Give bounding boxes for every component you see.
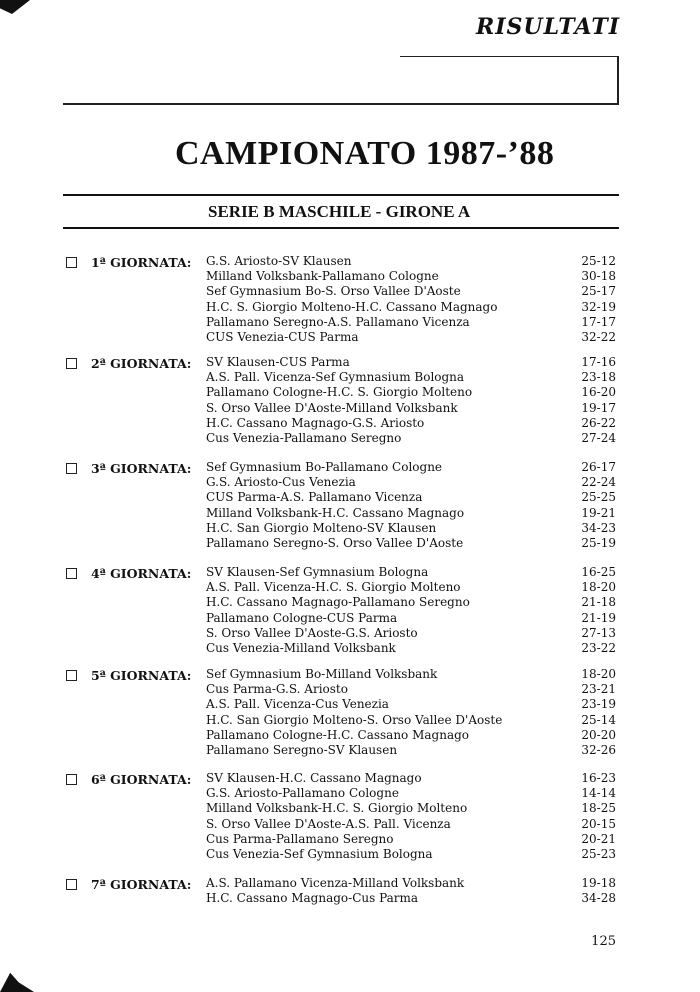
match-row xyxy=(206,401,616,416)
match-teams: H.C. S. Giorgio Molteno-H.C. Cassano Magnago xyxy=(206,299,498,314)
match-teams: H.C. Cassano Magnago-G.S. Ariosto xyxy=(206,415,425,430)
round-header xyxy=(66,668,191,683)
round-label: 1ª GIORNATA: xyxy=(91,255,192,270)
match-teams: Pallamano Seregno-S. Orso Vallee D'Aoste xyxy=(206,536,464,550)
match-score: 17-16 xyxy=(581,355,616,369)
match-row xyxy=(206,713,616,728)
divider xyxy=(63,194,619,196)
match-teams: SV Klausen-CUS Parma xyxy=(206,355,350,369)
match-score: 18-20 xyxy=(581,667,616,681)
match-row xyxy=(206,254,616,269)
round-header xyxy=(66,461,191,476)
match-teams: CUS Parma-A.S. Pallamano Vicenza xyxy=(206,490,423,505)
match-score: 21-18 xyxy=(581,595,616,610)
corner-mark-bottom-left xyxy=(0,968,34,992)
match-row xyxy=(206,565,616,580)
match-score: 16-20 xyxy=(581,385,616,400)
header-rule xyxy=(617,56,619,105)
match-score: 34-23 xyxy=(581,520,616,535)
match-score: 18-20 xyxy=(581,580,616,595)
checkbox-icon xyxy=(66,257,77,268)
match-score: 32-19 xyxy=(581,299,616,314)
match-teams: Pallamano Cologne-CUS Parma xyxy=(206,610,398,625)
match-teams: H.C. Cassano Magnago-Cus Parma xyxy=(206,891,419,906)
match-row xyxy=(206,284,616,299)
match-row xyxy=(206,771,616,786)
round-label: 3ª GIORNATA: xyxy=(91,461,192,476)
match-row xyxy=(206,300,616,315)
round-label: 5ª GIORNATA: xyxy=(91,668,192,683)
match-row xyxy=(206,728,616,743)
match-score: 20-21 xyxy=(581,831,616,846)
match-teams: S. Orso Vallee D'Aoste-Milland Volksbank xyxy=(206,400,458,415)
page-number: 125 xyxy=(591,934,616,949)
match-teams: Milland Volksbank-Pallamano Cologne xyxy=(206,269,439,284)
match-teams: Cus Parma-G.S. Ariosto xyxy=(206,682,348,697)
match-score: 19-17 xyxy=(581,400,616,415)
match-row xyxy=(206,460,616,475)
match-row xyxy=(206,891,616,906)
match-teams: Sef Gymnasium Bo-Milland Volksbank xyxy=(206,667,438,681)
match-row xyxy=(206,626,616,641)
match-row xyxy=(206,431,616,446)
page-title: CAMPIONATO 1987-’88 xyxy=(175,135,555,172)
match-teams: Milland Volksbank-H.C. S. Giorgio Molteno xyxy=(206,801,468,816)
match-row xyxy=(206,580,616,595)
match-teams: CUS Venezia-CUS Parma xyxy=(206,330,359,344)
match-teams: S. Orso Vallee D'Aoste-A.S. Pall. Vicenza xyxy=(206,816,451,831)
match-row xyxy=(206,315,616,330)
corner-mark-top-left xyxy=(0,0,30,14)
round-label: 7ª GIORNATA: xyxy=(91,877,192,892)
match-teams: A.S. Pall. Vicenza-H.C. S. Giorgio Molteno xyxy=(206,580,461,595)
match-row xyxy=(206,667,616,682)
match-teams: Cus Parma-Pallamano Seregno xyxy=(206,831,394,846)
match-teams: G.S. Ariosto-Pallamano Cologne xyxy=(206,786,399,801)
match-score: 18-25 xyxy=(581,801,616,816)
match-teams: Cus Venezia-Milland Volksbank xyxy=(206,641,396,655)
match-teams: Milland Volksbank-H.C. Cassano Magnago xyxy=(206,505,465,520)
match-score: 25-12 xyxy=(581,254,616,268)
match-teams: Sef Gymnasium Bo-S. Orso Vallee D'Aoste xyxy=(206,284,461,299)
match-score: 19-18 xyxy=(581,876,616,890)
round-label: 6ª GIORNATA: xyxy=(91,772,192,787)
match-row xyxy=(206,385,616,400)
match-teams: A.S. Pallamano Vicenza-Milland Volksbank xyxy=(206,876,465,890)
match-score: 16-23 xyxy=(581,771,616,785)
match-teams: H.C. San Giorgio Molteno-S. Orso Vallee D'Aoste xyxy=(206,712,503,727)
checkbox-icon xyxy=(66,463,77,474)
match-teams: H.C. Cassano Magnago-Pallamano Seregno xyxy=(206,595,470,610)
match-score: 32-22 xyxy=(581,330,616,344)
match-teams: SV Klausen-H.C. Cassano Magnago xyxy=(206,771,422,785)
match-row xyxy=(206,355,616,370)
match-teams: Sef Gymnasium Bo-Pallamano Cologne xyxy=(206,460,443,474)
match-score: 25-14 xyxy=(581,712,616,727)
match-row xyxy=(206,801,616,816)
match-score: 26-22 xyxy=(581,415,616,430)
match-row xyxy=(206,521,616,536)
match-row xyxy=(206,506,616,521)
match-row xyxy=(206,269,616,284)
match-row xyxy=(206,641,616,656)
match-score: 21-19 xyxy=(581,610,616,625)
match-teams: SV Klausen-Sef Gymnasium Bologna xyxy=(206,565,429,579)
match-score: 23-22 xyxy=(581,641,616,655)
round-label: 2ª GIORNATA: xyxy=(91,356,192,371)
match-row xyxy=(206,490,616,505)
match-row xyxy=(206,595,616,610)
match-score: 25-19 xyxy=(581,536,616,550)
match-row xyxy=(206,370,616,385)
section-label: RISULTATI xyxy=(475,14,620,40)
round-header xyxy=(66,356,191,371)
match-row xyxy=(206,786,616,801)
match-teams: G.S. Ariosto-SV Klausen xyxy=(206,254,352,268)
match-teams: S. Orso Vallee D'Aoste-G.S. Ariosto xyxy=(206,625,418,640)
match-score: 19-21 xyxy=(581,505,616,520)
match-score: 20-20 xyxy=(581,727,616,742)
divider xyxy=(63,227,619,229)
page-subtitle: SERIE B MASCHILE - GIRONE A xyxy=(208,202,471,221)
match-teams: Pallamano Cologne-H.C. S. Giorgio Molteno xyxy=(206,385,473,400)
match-score: 22-24 xyxy=(581,475,616,490)
match-score: 34-28 xyxy=(581,891,616,906)
checkbox-icon xyxy=(66,358,77,369)
match-row xyxy=(206,697,616,712)
match-row xyxy=(206,611,616,626)
round-header xyxy=(66,772,191,787)
round-label: 4ª GIORNATA: xyxy=(91,566,192,581)
match-teams: H.C. San Giorgio Molteno-SV Klausen xyxy=(206,520,437,535)
match-teams: Pallamano Seregno-SV Klausen xyxy=(206,743,398,757)
match-score: 23-18 xyxy=(581,370,616,385)
match-score: 25-25 xyxy=(581,490,616,505)
match-score: 25-23 xyxy=(581,847,616,861)
match-teams: Pallamano Cologne-H.C. Cassano Magnago xyxy=(206,727,470,742)
match-row xyxy=(206,847,616,862)
match-score: 17-17 xyxy=(581,314,616,329)
match-score: 27-24 xyxy=(581,431,616,445)
match-teams: Cus Venezia-Sef Gymnasium Bologna xyxy=(206,847,433,861)
match-teams: A.S. Pall. Vicenza-Sef Gymnasium Bologna xyxy=(206,370,465,385)
round-header xyxy=(66,566,191,581)
checkbox-icon xyxy=(66,568,77,579)
match-row xyxy=(206,475,616,490)
match-score: 23-21 xyxy=(581,682,616,697)
match-score: 26-17 xyxy=(581,460,616,474)
match-score: 23-19 xyxy=(581,697,616,712)
header-rule xyxy=(63,103,619,105)
checkbox-icon xyxy=(66,774,77,785)
match-row xyxy=(206,536,616,551)
match-score: 30-18 xyxy=(581,269,616,284)
match-row xyxy=(206,817,616,832)
match-row xyxy=(206,832,616,847)
match-row xyxy=(206,416,616,431)
match-row xyxy=(206,330,616,345)
match-score: 16-25 xyxy=(581,565,616,579)
match-score: 14-14 xyxy=(581,786,616,801)
checkbox-icon xyxy=(66,879,77,890)
match-row xyxy=(206,682,616,697)
round-header xyxy=(66,877,191,892)
match-teams: A.S. Pall. Vicenza-Cus Venezia xyxy=(206,697,389,712)
match-score: 27-13 xyxy=(581,625,616,640)
match-teams: Cus Venezia-Pallamano Seregno xyxy=(206,431,402,445)
round-header xyxy=(66,255,191,270)
match-score: 25-17 xyxy=(581,284,616,299)
match-row xyxy=(206,876,616,891)
checkbox-icon xyxy=(66,670,77,681)
match-score: 20-15 xyxy=(581,816,616,831)
match-score: 32-26 xyxy=(581,743,616,757)
match-teams: G.S. Ariosto-Cus Venezia xyxy=(206,475,356,490)
header-rule xyxy=(400,56,618,57)
match-row xyxy=(206,743,616,758)
match-teams: Pallamano Seregno-A.S. Pallamano Vicenza xyxy=(206,314,470,329)
